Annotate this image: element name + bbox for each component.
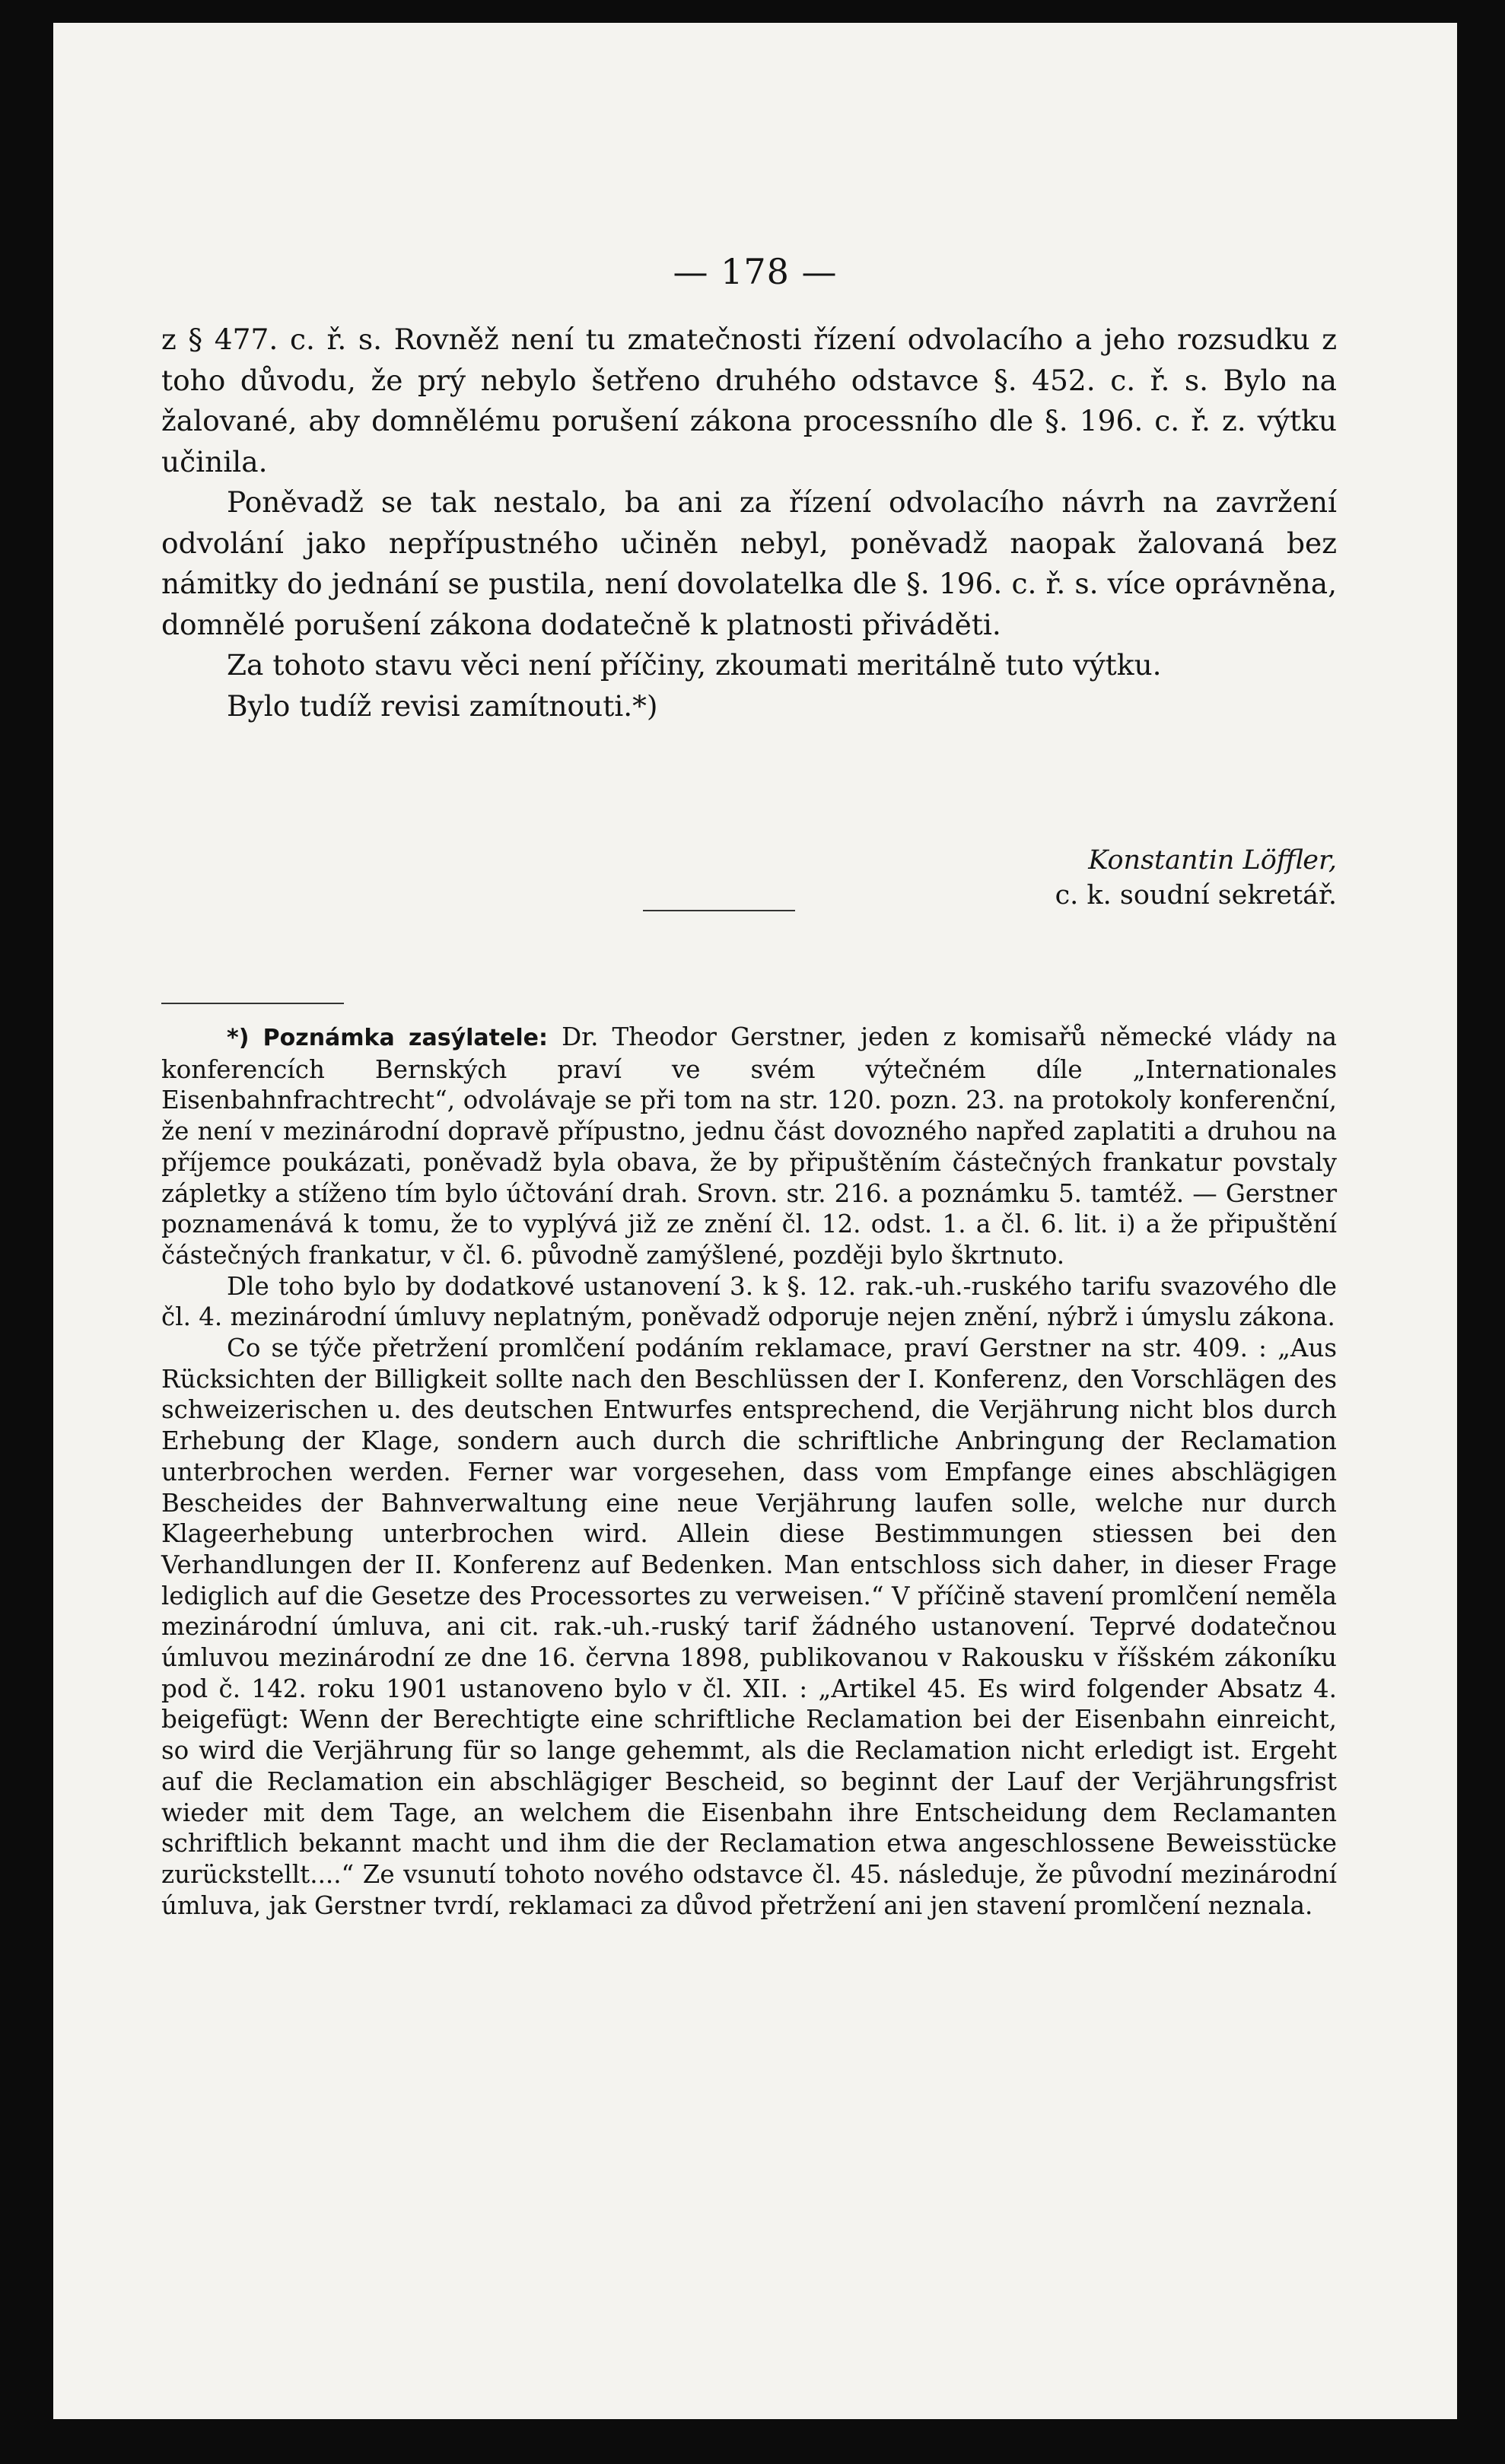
main-paragraph-3: Za tohoto stavu věci není příčiny, zkoumati meritálně tuto výtku. [227, 648, 1162, 682]
footnote-paragraph-3: Co se týče přetržení promlčení podáním reklamace, praví Gerstner na str. 409. : „Aus Rücksichten der Billigkeit sollte nach den Beschlüssen der I. Konferenz, den Vorschlägen des schweizerischen u. des deutschen Entwurfes entsprechend, die Verjährung nicht blos durch Erhebung der Klage, sondern auch durch die schriftliche Anbringung der Reclamation unterbrochen werden. Ferner war vorgesehen, dass vom Empfange eines abschlägigen Bescheides der Bahnverwaltung eine neue Verjährung laufen solle, welche nur durch Klageerhebung unterbrochen wird. Allein diese Bestimmungen stiessen bei den Verhandlungen der II. Konferenz auf Bedenken. Man entschloss sich daher, in dieser Frage lediglich auf die Gesetze des Processortes zu verweisen.“ V příčině stavení promlčení neměla mezinárodní úmluva, ani cit. rak.-uh.-ruský tarif žádného ustanovení. Teprvé dodatečnou úmluvou mezinárodní ze dne 16. června 1898, publikovanou v Rakousku v říšském zákoníku pod č. 142. roku 1901 ustanoveno bylo v čl. XII. : „Artikel 45. Es wird folgender Absatz 4. beigefügt: Wenn der Berechtigte eine schriftliche Reclamation bei der Eisenbahn einreicht, so wird die Verjährung für so lange gehemmt, als die Reclamation nicht erledigt ist. Ergeht auf die Reclamation ein abschlägiger Bescheid, so beginnt der Lauf der Verjährungsfrist wieder mit dem Tage, an welchem die Eisenbahn ihre Entscheidung dem Reclamanten schriftlich bekannt macht und ihm die der Reclamation etwa angeschlossene Beweisstücke zurückstellt....“ Ze vsunutí tohoto nového odstavce čl. 45. následuje, že původní mezinárodní úmluva, jak Gerstner tvrdí, reklamaci za důvod přetržení ani jen stavení promlčení neznala. [161, 1334, 1337, 1920]
main-paragraph-2: Poněvadž se tak nestalo, ba ani za řízení odvolacího návrh na zavržení odvolání jako nepřípustného učiněn nebyl, poněvadž naopak žalovaná bez námitky do jednání se pustila, není dovolatelka dle §. 196. c. ř. s. více oprávněna, domnělé porušení zákona dodatečně k platnosti přiváděti. [161, 485, 1337, 641]
main-text [161, 320, 1337, 726]
footnote-paragraph-1 [161, 1022, 1337, 1271]
signature-title: c. k. soudní sekretář. [1055, 880, 1337, 911]
footnote-rule [161, 1003, 344, 1004]
footnote-paragraph-1-text: Dr. Theodor Gerstner, jeden z komisařů německé vlády na konferencích Bernských praví ve svém výtečném díle „Internationales Eisenbahnfrachtrecht“, odvolávaje se při tom na str. 120. pozn. 23. na protokoly konferenční, že není v mezinárodní dopravě přípustno, jednu část dovozného napřed zaplatiti a druhou na příjemce poukázati, poněvadž byla obava, že by připuštěním částečných frankatur povstaly zápletky a stíženo tím bylo účtování drah. Srovn. str. 216. a poznámku 5. tamtéž. — Gerstner poznamenává k tomu, že to vyplývá již ze znění čl. 12. odst. 1. a čl. 6. lit. i) a že připuštění částečných frankatur, v čl. 6. původně zamýšlené, později bylo škrtnuto. [161, 1022, 1337, 1270]
signature-name: Konstantin Löffler, [1088, 845, 1337, 876]
footnote-label: *) Poznámka zasýlatele: [227, 1025, 548, 1051]
footnote-paragraph-2: Dle toho bylo by dodatkové ustanovení 3. k §. 12. rak.-uh.-ruského tarifu svazového dle čl. 4. mezinárodní úmluvy neplatným, poněvadž odporuje nejen znění, nýbrž i úmyslu zákona. [161, 1271, 1337, 1332]
main-paragraph-4: Bylo tudíž revisi zamítnouti.*) [227, 688, 658, 723]
main-paragraph-1: z § 477. c. ř. s. Rovněž není tu zmatečnosti řízení odvolacího a jeho rozsudku z toho důvodu, že prý nebylo šetřeno druhého odstavce §. 452. c. ř. s. Bylo na žalované, aby domnělému porušení zákona processního dle §. 196. c. ř. z. výtku učinila. [161, 323, 1337, 478]
section-divider [643, 910, 795, 911]
page-number: — 178 — [673, 251, 838, 292]
footnote [161, 1022, 1337, 1921]
signature-block [161, 843, 1337, 913]
